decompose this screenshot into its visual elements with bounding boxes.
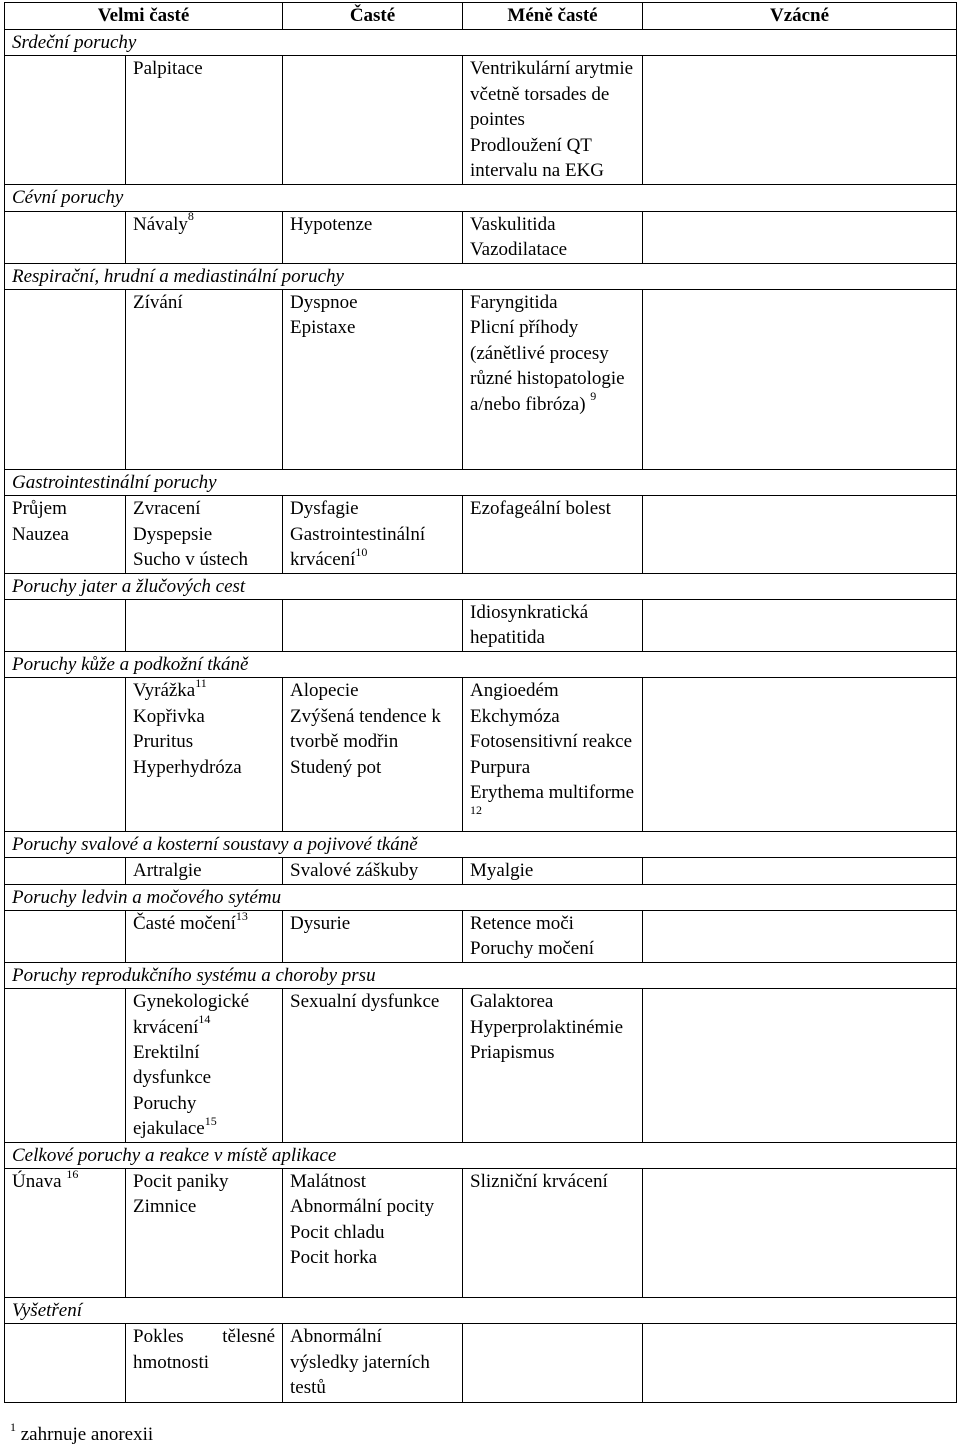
cell [463, 56, 643, 185]
term: Hyperprolaktinémie [470, 1016, 624, 1038]
cell [5, 678, 126, 831]
term: Svalové záškuby [290, 860, 419, 882]
category-skin: Poruchy kůže a podkožní tkáně [5, 651, 957, 677]
footnote-ref: 9 [590, 389, 597, 404]
cell [283, 600, 463, 652]
cell [463, 211, 643, 263]
table-row [5, 290, 957, 470]
category-hepatobiliary: Poruchy jater a žlučových cest [5, 573, 957, 599]
cell [283, 1324, 463, 1403]
cell [463, 1169, 643, 1298]
cell [283, 211, 463, 263]
cell [643, 56, 957, 185]
term: Plicní příhody (zánětlivé procesy různé histopatologie a/nebo fibróza) [470, 317, 625, 415]
term: Artralgie [133, 860, 202, 882]
cell [126, 989, 283, 1142]
category-reproductive: Poruchy reprodukčního systému a choroby prsu [5, 962, 957, 988]
footnote-ref: 11 [195, 675, 207, 690]
term: Abnormální pocity [290, 1196, 435, 1218]
term: Purpura [470, 756, 531, 778]
table-row [5, 600, 957, 652]
cell [463, 678, 643, 831]
cell [126, 56, 283, 185]
cell [643, 290, 957, 470]
term: Hypotenze [290, 213, 373, 235]
cell [5, 211, 126, 263]
term: Pocit paniky [133, 1171, 229, 1192]
term: Zvracení [133, 498, 201, 520]
term: Pocit horka [290, 1247, 378, 1269]
footnote-ref: 14 [198, 1012, 211, 1027]
cell [283, 56, 463, 185]
term: Zívání [133, 292, 183, 314]
cell [5, 600, 126, 652]
term: Dyspepsie [133, 523, 213, 545]
term: Erektilní dysfunkce [133, 1041, 212, 1089]
cell [643, 678, 957, 831]
term: Dyspnoe [290, 292, 358, 314]
cell [126, 290, 283, 470]
header-uncommon: Méně časté [463, 3, 643, 30]
term: Priapismus [470, 1041, 555, 1063]
term: Kopřivka [133, 705, 205, 727]
category-cardiac: Srdeční poruchy [5, 30, 957, 56]
term: Nauzea [12, 523, 69, 545]
cell [463, 290, 643, 470]
header-common: Časté [283, 3, 463, 30]
cell [126, 910, 283, 962]
cell [5, 989, 126, 1142]
cell [126, 1169, 283, 1298]
term: Ezofageální bolest [470, 498, 611, 520]
cell [463, 989, 643, 1142]
footnote-text: zahrnuje anorexii [20, 1424, 154, 1445]
cell [126, 858, 283, 884]
category-musculoskeletal: Poruchy svalové a kosterní soustavy a pojivové tkáně [5, 831, 957, 857]
footnote-ref: 16 [66, 1166, 79, 1181]
cell [283, 989, 463, 1142]
table-row [5, 858, 957, 884]
cell [463, 910, 643, 962]
term: Vazodilatace [470, 239, 568, 261]
cell [463, 1324, 643, 1403]
cell [283, 858, 463, 884]
cell [126, 496, 283, 573]
cell [643, 1169, 957, 1298]
term: Pruritus [133, 731, 194, 753]
table-row [5, 496, 957, 573]
term: Ventrikulární arytmie včetně torsades de pointes [470, 58, 634, 131]
term: Abnormální výsledky jaterních testů [290, 1326, 430, 1399]
term: Pokles tělesné hmotnosti [133, 1326, 276, 1373]
term: Návaly [133, 213, 188, 235]
term: Ekchymóza [470, 705, 560, 727]
cell [5, 290, 126, 470]
term: Sucho v ústech [133, 549, 249, 571]
category-general: Celkové poruchy a reakce v místě aplikace [5, 1142, 957, 1168]
adverse-reactions-table [4, 2, 957, 1403]
footnote-ref: 10 [355, 544, 368, 559]
cell [463, 496, 643, 573]
term: Slizniční krvácení [470, 1171, 608, 1192]
footnote-ref: 15 [204, 1113, 217, 1128]
term: Fotosensitivní reakce [470, 731, 633, 753]
cell [5, 496, 126, 573]
cell [643, 989, 957, 1142]
term: Gastrointestinální krvácení [290, 523, 426, 571]
cell [283, 290, 463, 470]
term: Zimnice [133, 1196, 197, 1218]
cell [126, 211, 283, 263]
cell [643, 910, 957, 962]
footnote-ref: 13 [235, 908, 248, 923]
cell [5, 858, 126, 884]
footnote-marker: 1 [10, 1419, 16, 1434]
term: Idiosynkratická hepatitida [470, 602, 589, 649]
cell [463, 858, 643, 884]
term: Vyrážka [133, 680, 196, 702]
header-row [5, 3, 957, 30]
term: Poruchy močení [470, 938, 595, 960]
term: Gynekologické krvácení [133, 991, 250, 1038]
table-row [5, 989, 957, 1142]
category-gastrointestinal: Gastrointestinální poruchy [5, 470, 957, 496]
footnote-ref: 12 [470, 802, 483, 817]
table-row [5, 678, 957, 831]
term: Prodloužení QT intervalu na EKG [470, 134, 605, 182]
footnote-ref: 8 [187, 209, 194, 224]
category-renal: Poruchy ledvin a močového sytému [5, 884, 957, 910]
term: Angioedém [470, 680, 559, 702]
cell [643, 496, 957, 573]
term: Malátnost [290, 1171, 367, 1192]
category-respiratory: Respirační, hrudní a mediastinální poruchy [5, 263, 957, 289]
cell [5, 910, 126, 962]
header-rare: Vzácné [643, 3, 957, 30]
cell [643, 600, 957, 652]
term: Poruchy ejakulace [133, 1092, 205, 1140]
table-row [5, 211, 957, 263]
cell [126, 600, 283, 652]
table-row [5, 56, 957, 185]
term: Epistaxe [290, 317, 356, 339]
term: Galaktorea [470, 991, 554, 1013]
footnote [10, 1419, 154, 1447]
term: Hyperhydróza [133, 756, 242, 778]
cell [643, 858, 957, 884]
cell [283, 678, 463, 831]
cell [283, 910, 463, 962]
term: Vaskulitida [470, 213, 556, 235]
cell [283, 1169, 463, 1298]
term: Retence moči [470, 912, 574, 934]
term: Faryngitida [470, 292, 558, 314]
cell [126, 675, 283, 831]
category-vascular: Cévní poruchy [5, 185, 957, 211]
cell [643, 1324, 957, 1403]
term: Sexualní dysfunkce [290, 991, 440, 1013]
cell [643, 211, 957, 263]
term: Průjem [12, 498, 67, 520]
category-investigations: Vyšetření [5, 1298, 957, 1324]
cell [5, 1166, 126, 1298]
cell [5, 1324, 126, 1403]
term: Erythema multiforme [470, 781, 635, 803]
term: Studený pot [290, 756, 382, 778]
term: Alopecie [290, 680, 359, 702]
term: Palpitace [133, 58, 203, 80]
term: Dysurie [290, 912, 351, 934]
cell [463, 600, 643, 652]
term: Myalgie [470, 860, 534, 882]
cell [283, 496, 463, 573]
table-row [5, 1169, 957, 1298]
cell [5, 56, 126, 185]
term: Pocit chladu [290, 1221, 385, 1243]
header-very-common: Velmi časté [5, 3, 283, 30]
cell [126, 1324, 283, 1403]
table-row [5, 1324, 957, 1403]
term: Časté močení [133, 912, 236, 934]
term: Únava [12, 1171, 62, 1192]
term: Dysfagie [290, 498, 359, 520]
table-row [5, 910, 957, 962]
term: Zvýšená tendence k tvorbě modřin [290, 705, 441, 753]
